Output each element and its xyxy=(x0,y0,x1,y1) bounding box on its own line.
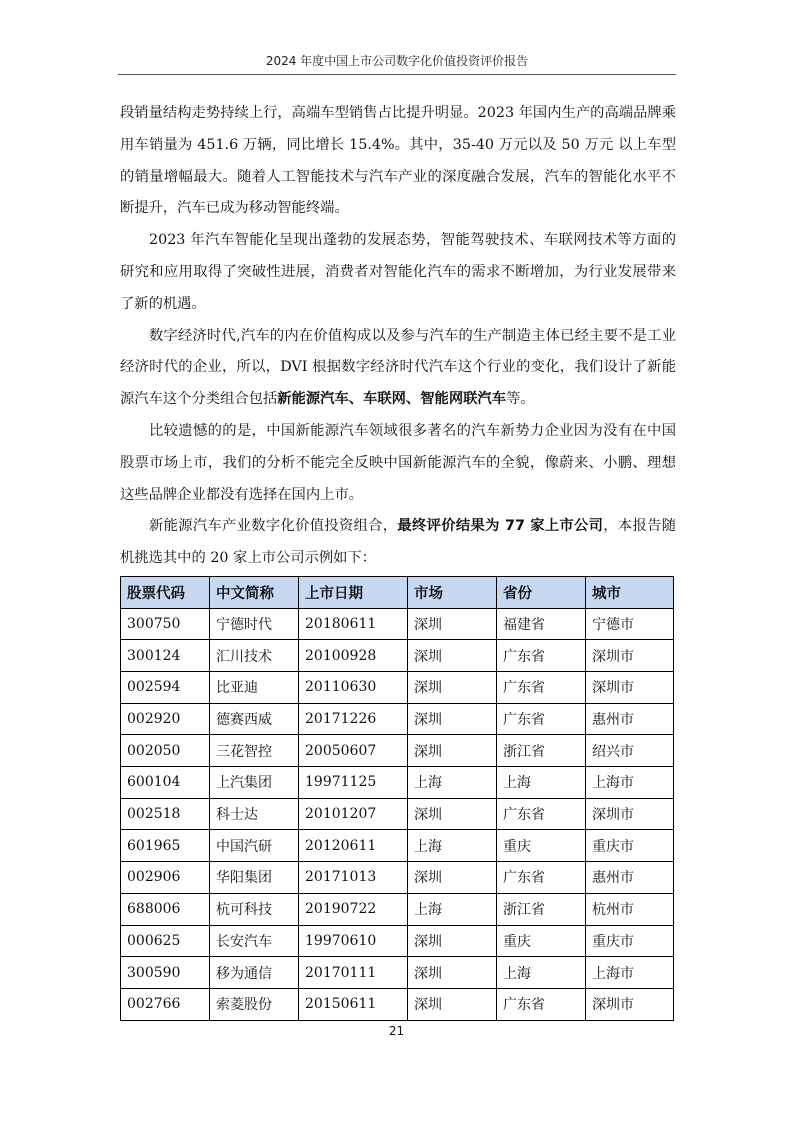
short-name-cell: 移为通信 xyxy=(210,957,299,989)
city-cell: 杭州市 xyxy=(586,893,674,925)
column-header-city: 城市 xyxy=(586,576,674,608)
table-row xyxy=(121,703,674,735)
city-cell: 重庆市 xyxy=(586,925,674,957)
stock-code-cell: 002920 xyxy=(121,703,210,735)
company-table xyxy=(120,576,674,1021)
table-body xyxy=(121,608,674,1020)
market-cell: 上海 xyxy=(408,830,497,862)
table-row xyxy=(121,893,674,925)
short-name-cell: 华阳集团 xyxy=(210,862,299,894)
paragraph-4: 比较遗憾的的是，中国新能源汽车领域很多著名的汽车新势力企业因为没有在中国股票市场上市，我们的分析不能完全反映中国新能源汽车的全貌，像蔚来、小鹏、理想这些品牌企业都没有选择在国内上市。 xyxy=(120,422,676,503)
market-cell: 深圳 xyxy=(408,608,497,640)
listing-date-cell: 19971125 xyxy=(299,767,408,799)
city-cell: 深圳市 xyxy=(586,672,674,704)
short-name-cell: 比亚迪 xyxy=(210,672,299,704)
table-row xyxy=(121,767,674,799)
page-body xyxy=(120,98,676,1021)
table-row xyxy=(121,798,674,830)
city-cell: 深圳市 xyxy=(586,798,674,830)
province-cell: 福建省 xyxy=(497,608,586,640)
province-cell: 浙江省 xyxy=(497,893,586,925)
paragraph-3-bold: 新能源汽车、车联网、智能网联汽车 xyxy=(277,391,507,408)
market-cell: 深圳 xyxy=(408,925,497,957)
running-header xyxy=(118,50,676,75)
table-row xyxy=(121,988,674,1020)
stock-code-cell: 300750 xyxy=(121,608,210,640)
province-cell: 上海 xyxy=(497,767,586,799)
market-cell: 深圳 xyxy=(408,862,497,894)
column-header-market: 市场 xyxy=(408,576,497,608)
province-cell: 广东省 xyxy=(497,672,586,704)
city-cell: 惠州市 xyxy=(586,703,674,735)
column-header-province: 省份 xyxy=(497,576,586,608)
listing-date-cell: 20180611 xyxy=(299,608,408,640)
listing-date-cell: 20100928 xyxy=(299,640,408,672)
stock-code-cell: 002594 xyxy=(121,672,210,704)
market-cell: 深圳 xyxy=(408,798,497,830)
table-row xyxy=(121,640,674,672)
province-cell: 广东省 xyxy=(497,798,586,830)
market-cell: 深圳 xyxy=(408,640,497,672)
short-name-cell: 科士达 xyxy=(210,798,299,830)
paragraph-5-text: 新能源汽车产业数字化价值投资组合， xyxy=(149,518,398,535)
short-name-cell: 三花智控 xyxy=(210,735,299,767)
paragraph-1: 段销量结构走势持续上行，高端车型销售占比提升明显。2023 年国内生产的高端品牌乘用车销量为 451.6 万辆，同比增长 15.4%。其中，35-40 万元以及 50 万元 以上车型的销量增幅最大。随着人工智能技术与汽车产业的深度融合发展，汽车的智能化水平不断提升，汽车已成为移动智能终端。 xyxy=(120,105,676,217)
paragraph-5-tail: ，本报告随机挑选其中的 20 家上市公司示例如下： xyxy=(120,518,677,567)
stock-code-cell: 300590 xyxy=(121,957,210,989)
listing-date-cell: 20101207 xyxy=(299,798,408,830)
column-header-listing-date: 上市日期 xyxy=(299,576,408,608)
column-header-stock-code: 股票代码 xyxy=(121,576,210,608)
paragraph-3-tail: 等。 xyxy=(506,391,535,408)
stock-code-cell: 601965 xyxy=(121,830,210,862)
market-cell: 深圳 xyxy=(408,735,497,767)
paragraph-5 xyxy=(120,511,676,575)
short-name-cell: 杭可科技 xyxy=(210,893,299,925)
listing-date-cell: 20050607 xyxy=(299,735,408,767)
market-cell: 深圳 xyxy=(408,988,497,1020)
listing-date-cell: 20170111 xyxy=(299,957,408,989)
province-cell: 广东省 xyxy=(497,703,586,735)
short-name-cell: 索菱股份 xyxy=(210,988,299,1020)
stock-code-cell: 300124 xyxy=(121,640,210,672)
paragraph-3-text: 数字经济时代,汽车的内在价值构成以及参与汽车的生产制造主体已经主要不是工业经济时代的企业，所以，DVI 根据数字经济时代汽车这个行业的变化，我们设计了新能源汽车这个分类组合包括 xyxy=(120,327,676,408)
table-row xyxy=(121,735,674,767)
market-cell: 上海 xyxy=(408,893,497,925)
short-name-cell: 宁德时代 xyxy=(210,608,299,640)
stock-code-cell: 600104 xyxy=(121,767,210,799)
province-cell: 重庆 xyxy=(497,925,586,957)
listing-date-cell: 20171013 xyxy=(299,862,408,894)
table-row xyxy=(121,830,674,862)
market-cell: 深圳 xyxy=(408,672,497,704)
short-name-cell: 中国汽研 xyxy=(210,830,299,862)
province-cell: 浙江省 xyxy=(497,735,586,767)
city-cell: 深圳市 xyxy=(586,988,674,1020)
page-number: 21 xyxy=(388,1024,405,1038)
listing-date-cell: 20150611 xyxy=(299,988,408,1020)
paragraph-5-bold: 最终评价结果为 77 家上市公司 xyxy=(397,518,604,535)
market-cell: 上海 xyxy=(408,767,497,799)
table-row xyxy=(121,957,674,989)
listing-date-cell: 20190722 xyxy=(299,893,408,925)
short-name-cell: 上汽集团 xyxy=(210,767,299,799)
short-name-cell: 德赛西威 xyxy=(210,703,299,735)
table-row xyxy=(121,608,674,640)
stock-code-cell: 000625 xyxy=(121,925,210,957)
paragraph-2: 2023 年汽车智能化呈现出蓬勃的发展态势，智能驾驶技术、车联网技术等方面的研究和应用取得了突破性进展，消费者对智能化汽车的需求不断增加，为行业发展带来了新的机遇。 xyxy=(120,232,676,312)
city-cell: 上海市 xyxy=(586,957,674,989)
stock-code-cell: 688006 xyxy=(121,893,210,925)
paragraph-3 xyxy=(120,321,676,416)
short-name-cell: 长安汽车 xyxy=(210,925,299,957)
city-cell: 上海市 xyxy=(586,767,674,799)
province-cell: 重庆 xyxy=(497,830,586,862)
column-header-short-name: 中文简称 xyxy=(210,576,299,608)
city-cell: 重庆市 xyxy=(586,830,674,862)
province-cell: 广东省 xyxy=(497,640,586,672)
listing-date-cell: 20110630 xyxy=(299,672,408,704)
city-cell: 惠州市 xyxy=(586,862,674,894)
listing-date-cell: 20171226 xyxy=(299,703,408,735)
market-cell: 深圳 xyxy=(408,957,497,989)
table-row xyxy=(121,862,674,894)
listing-date-cell: 19970610 xyxy=(299,925,408,957)
table-row xyxy=(121,672,674,704)
province-cell: 广东省 xyxy=(497,862,586,894)
stock-code-cell: 002050 xyxy=(121,735,210,767)
table-row xyxy=(121,925,674,957)
market-cell: 深圳 xyxy=(408,703,497,735)
city-cell: 深圳市 xyxy=(586,640,674,672)
city-cell: 宁德市 xyxy=(586,608,674,640)
province-cell: 广东省 xyxy=(497,988,586,1020)
listing-date-cell: 20120611 xyxy=(299,830,408,862)
city-cell: 绍兴市 xyxy=(586,735,674,767)
stock-code-cell: 002518 xyxy=(121,798,210,830)
stock-code-cell: 002766 xyxy=(121,988,210,1020)
short-name-cell: 汇川技术 xyxy=(210,640,299,672)
stock-code-cell: 002906 xyxy=(121,862,210,894)
table-header-row xyxy=(121,576,674,608)
report-title: 2024 年度中国上市公司数字化价值投资评价报告 xyxy=(265,54,529,68)
province-cell: 上海 xyxy=(497,957,586,989)
